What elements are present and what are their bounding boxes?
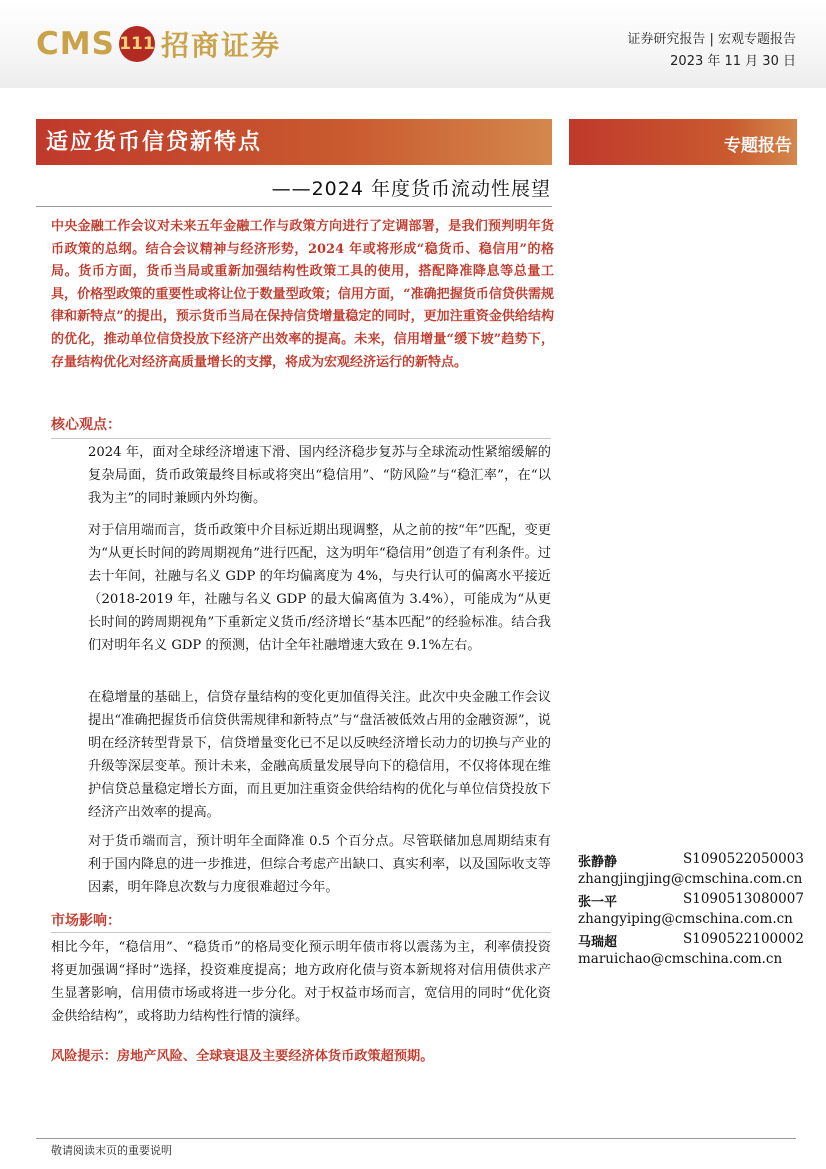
analyst-name: 马瑞超 [578, 935, 618, 950]
market-impact-divider [51, 932, 551, 933]
core-views-heading: 核心观点： [51, 417, 121, 433]
analyst-id: S1090522050003 [683, 851, 804, 867]
report-tag: 专题报告 [724, 136, 792, 156]
core-view-paragraph: 2024 年，面对全球经济增速下滑、国内经济稳步复苏与全球流动性紧缩缓解的复杂局面，货币政策最终目标或将突出“稳信用”、“防风险”与“稳汇率”，在“以我为主”的同时兼顾内外均衡。 [88, 445, 551, 506]
analyst-id: S1090522100002 [683, 931, 804, 947]
analyst-email: zhangyiping@cmschina.com.cn [578, 911, 793, 927]
page-title: 适应货币信贷新特点 [46, 130, 263, 155]
core-views-divider [51, 438, 551, 439]
page-subtitle: ——2024 年度货币流动性展望 [271, 178, 551, 200]
report-type: 证券研究报告 | 宏观专题报告 [627, 32, 796, 47]
core-view-paragraph: 对于货币端而言，预计明年全面降准 0.5 个百分点。尽管联储加息周期结束有利于国内降息的进一步推进，但综合考虑产出缺口、真实利率，以及国际收支等因素，明年降息次数与力度很难超过今年。 [88, 834, 551, 895]
market-impact-heading: 市场影响： [51, 913, 121, 929]
analyst-email: maruichao@cmschina.com.cn [578, 951, 783, 967]
subtitle-divider [36, 206, 552, 207]
footer-note: 敬请阅读末页的重要说明 [51, 1144, 172, 1157]
core-view-paragraph: 对于信用端而言，货币政策中介目标近期出现调整，从之前的按“年”匹配，变更为“从更长时间的跨周期视角”进行匹配，这为明年“稳信用”创造了有利条件。过去十年间，社融与名义 GDP 的年均偏离度为 4%，与央行认可的偏离水平接近（2018-2019 年，社融与名义 GDP 的最大偏离值为 3.4%），可能成为“从更长时间的跨周期视角”下重新定义货币/经济增长“基本匹配”的经验标准。结合我们对明年名义 GDP 的预测，估计全年社融增速大致在 9.1%左右。 [88, 523, 551, 653]
analyst-name: 张一平 [578, 895, 618, 910]
logo-company-name: 招商证券 [160, 29, 281, 62]
market-impact-paragraph: 相比今年，“稳信用”、“稳货币”的格局变化预示明年债市将以震荡为主，利率债投资将更加强调“择时”选择，投资难度提高；地方政府化债与资本新规将对信用债供求产生显著影响，信用债市场或将进一步分化。对于权益市场而言，宽信用的同时“优化资金供给结构”，或将助力结构性行情的演绎。 [51, 940, 551, 1024]
analyst-id: S1090513080007 [683, 891, 804, 907]
company-logo [36, 24, 281, 64]
abstract-text: 中央金融工作会议对未来五年金融工作与政策方向进行了定调部署，是我们预判明年货币政策的总纲。结合会议精神与经济形势，2024 年或将形成“稳货币、稳信用”的格局。货币方面，货币当局或重新加强结构性政策工具的使用，搭配降准降息等总量工具，价格型政策的重要性或将让位于数量型政策；信用方面，“准确把握货币信贷供需规律和新特点”的提出，预示货币当局在保持信贷增量稳定的同时，更加注重资金供给结构的优化，推动单位信贷投放下经济产出效率的提高。未来，信用增量“缓下坡”趋势下，存量结构优化对经济高质量增长的支撑，将成为宏观经济运行的新特点。 [51, 219, 554, 370]
footer-divider [36, 1138, 796, 1139]
logo-text: CMS [36, 26, 115, 62]
report-date: 2023 年 11 月 30 日 [670, 54, 796, 69]
core-view-paragraph: 在稳增量的基础上，信贷存量结构的变化更加值得关注。此次中央金融工作会议提出“准确把握货币信贷供需规律和新特点”与“盘活被低效占用的金融资源”，说明在经济转型背景下，信贷增量变化已不足以反映经济增长动力的切换与产业的升级等深层变革。预计未来，金融高质量发展导向下的稳信用，不仅将体现在维护信贷总量稳定增长方面，而且更加注重资金供给结构的优化与单位信贷投放下经济产出效率的提高。 [88, 690, 551, 820]
analyst-name: 张静静 [578, 855, 618, 870]
logo-badge-icon: 111 [119, 26, 155, 62]
analyst-email: zhangjingjing@cmschina.com.cn [578, 871, 803, 887]
risk-warning: 风险提示：房地产风险、全球衰退及主要经济体货币政策超预期。 [51, 1049, 434, 1064]
